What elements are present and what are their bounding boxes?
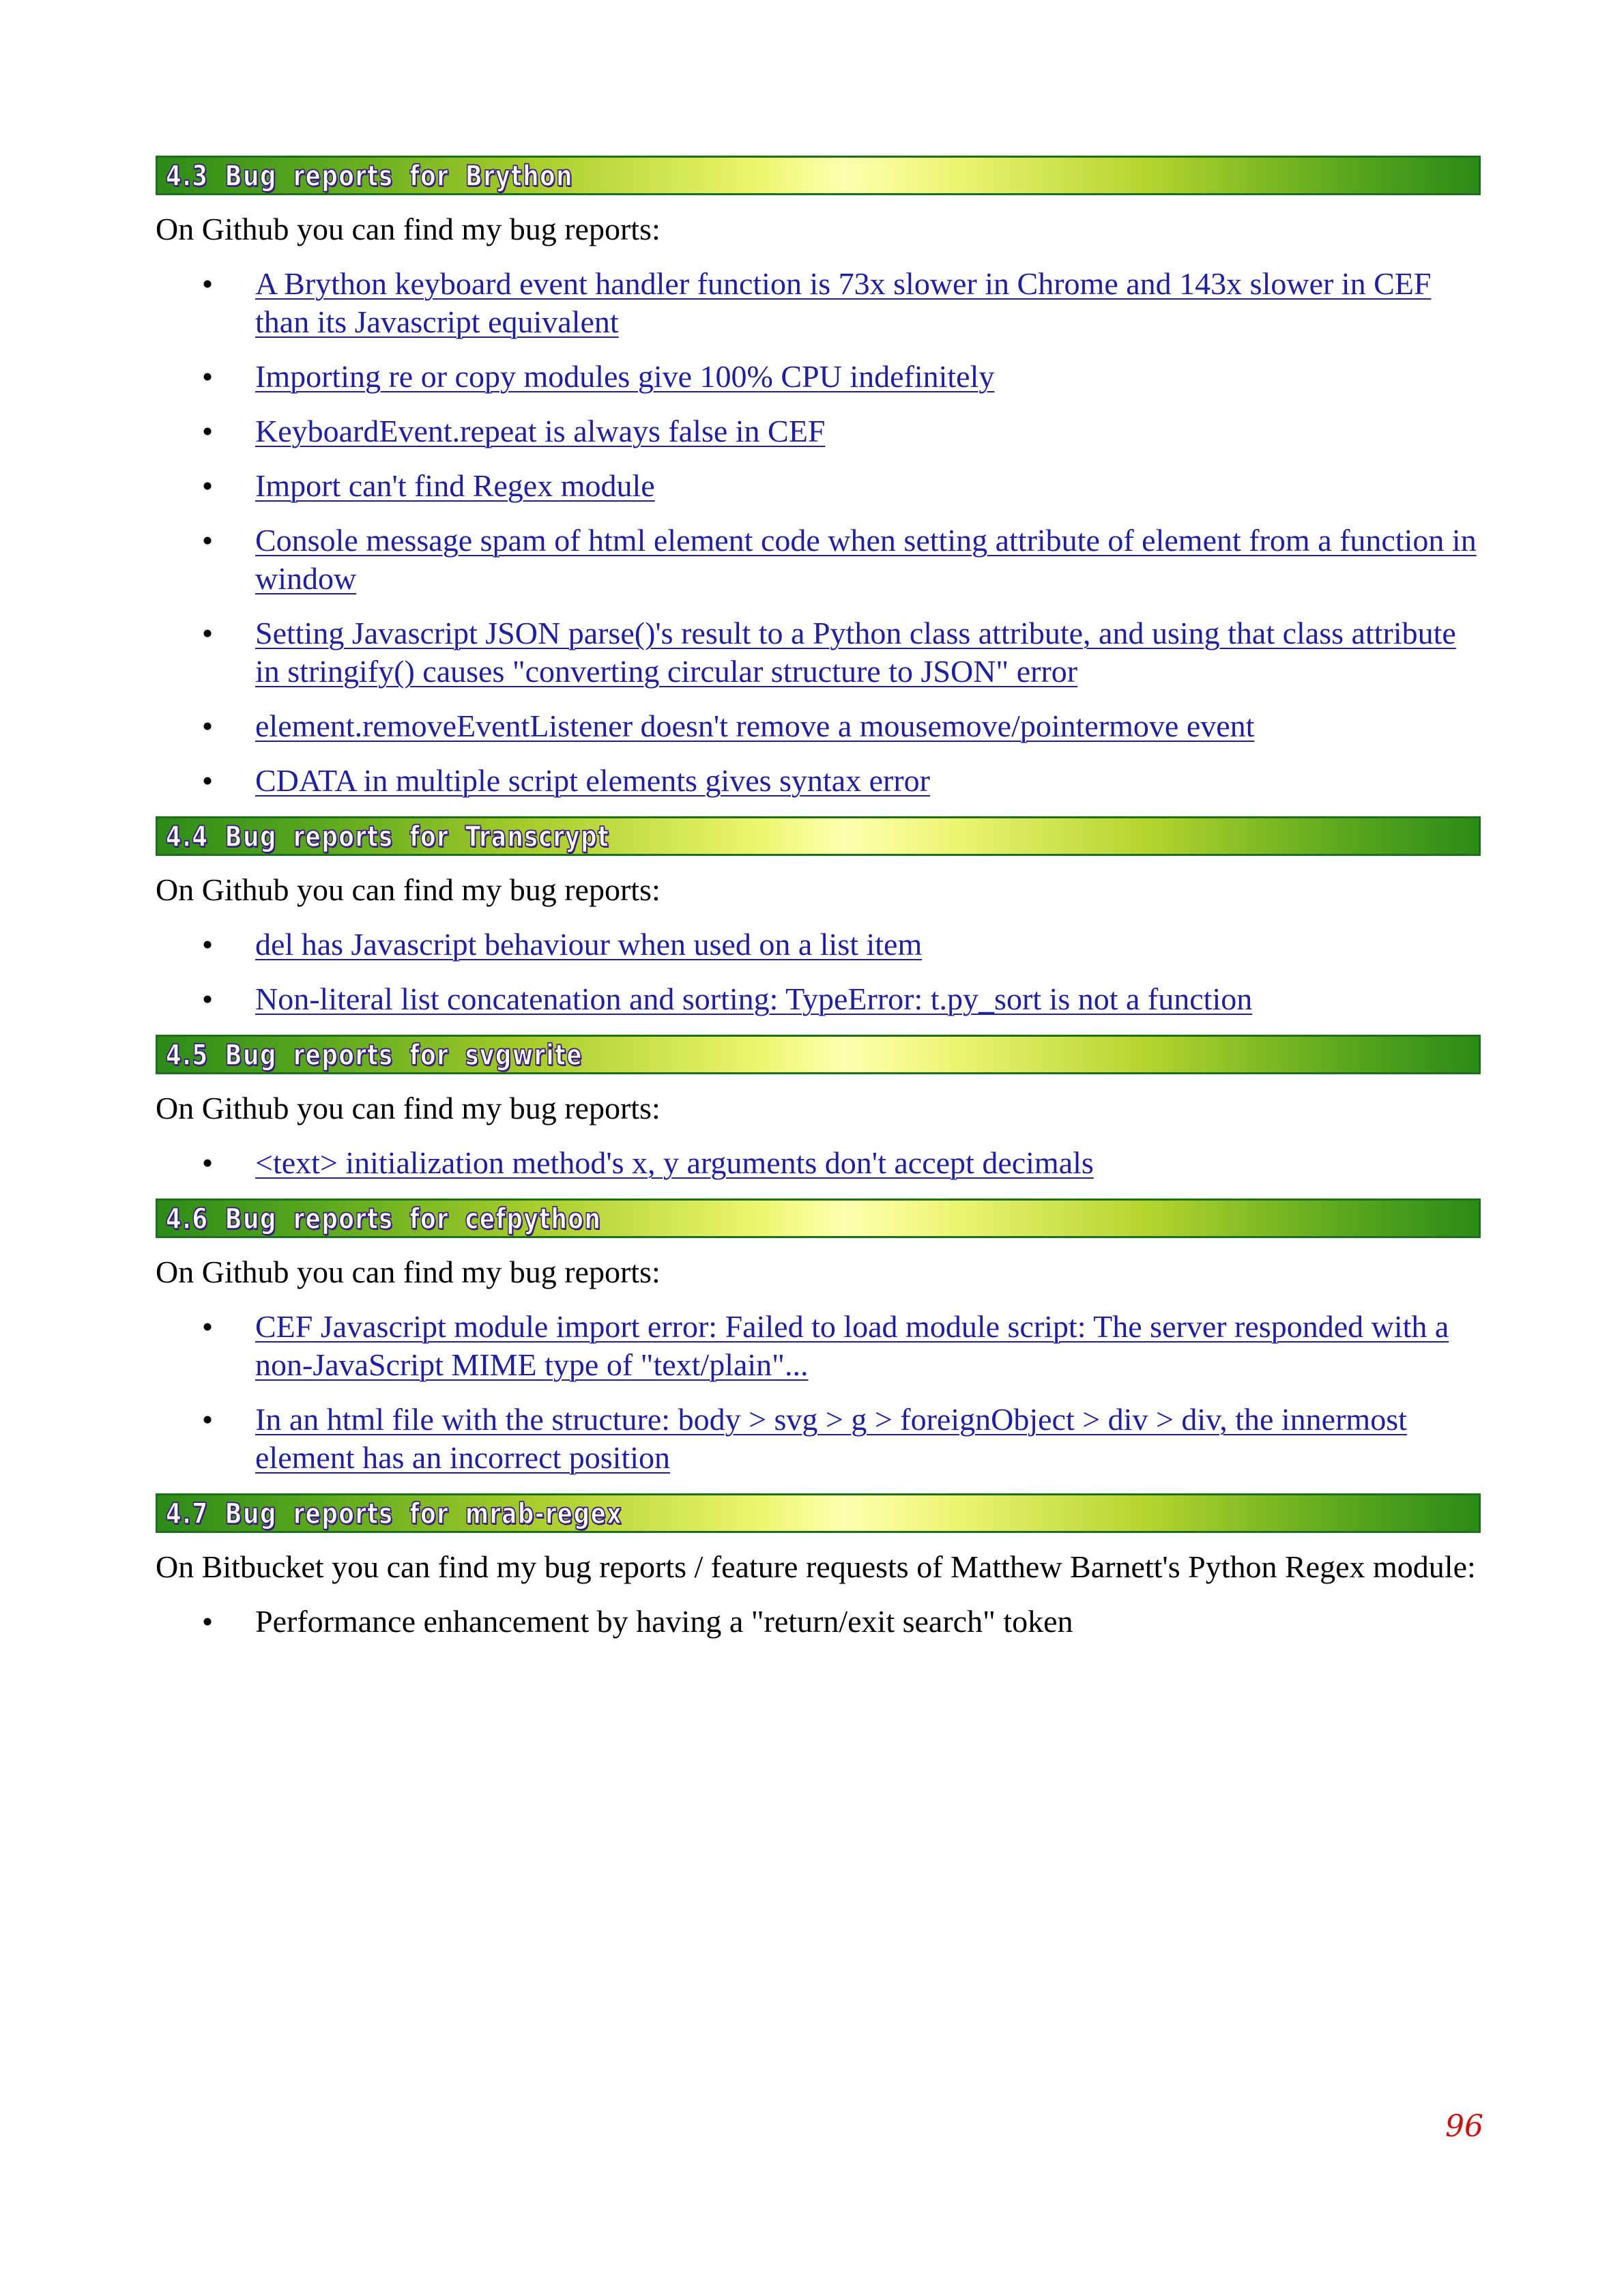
- document-page: [156, 156, 1481, 1657]
- bug-report-list: [156, 1144, 1481, 1182]
- bullet: •: [202, 927, 214, 962]
- bullet: •: [202, 708, 214, 743]
- section-cefpython: [156, 1199, 1481, 1477]
- bullet: •: [202, 981, 214, 1016]
- list-item: [156, 467, 1481, 505]
- list-item: [156, 925, 1481, 964]
- bug-report-list: [156, 265, 1481, 800]
- list-item: [156, 412, 1481, 450]
- section-heading: 4.4 Bug reports for Transcrypt: [166, 819, 610, 853]
- bug-report-link[interactable]: element.removeEventListener doesn't remove a mousemove/pointermove event: [255, 708, 1255, 743]
- section-intro: On Github you can find my bug reports:: [156, 872, 661, 907]
- section-brython: [156, 156, 1481, 800]
- section-svgwrite: [156, 1035, 1481, 1182]
- bullet: •: [202, 763, 214, 798]
- feature-request-text: Performance enhancement by having a "return/exit search" token: [255, 1604, 1073, 1639]
- bullet: •: [202, 1309, 214, 1344]
- bug-report-link[interactable]: Non-literal list concatenation and sorting: TypeError: t.py_sort is not a function: [255, 981, 1253, 1016]
- section-heading-bar: [156, 156, 1481, 195]
- section-intro: On Github you can find my bug reports:: [156, 212, 661, 246]
- bullet: •: [202, 359, 214, 394]
- bullet: •: [202, 414, 214, 448]
- section-intro: On Bitbucket you can find my bug reports / feature requests of Matthew Barnett's Python Regex module:: [156, 1549, 1476, 1584]
- bug-report-list: [156, 925, 1481, 1018]
- bug-report-link[interactable]: A Brython keyboard event handler function is 73x slower in Chrome and 143x slower in CEF than its Javascript equivalent: [255, 266, 1432, 339]
- bullet: •: [202, 468, 214, 503]
- section-heading: 4.6 Bug reports for cefpython: [166, 1201, 602, 1235]
- bug-report-link[interactable]: Importing re or copy modules give 100% CPU indefinitely: [255, 359, 995, 394]
- section-heading: 4.7 Bug reports for mrab-regex: [166, 1496, 623, 1530]
- bullet: •: [202, 266, 214, 301]
- list-item: [156, 1603, 1481, 1641]
- bug-report-link[interactable]: Setting Javascript JSON parse()'s result to a Python class attribute, and using that class attribute in stringify() causes "converting circular structure to JSON" error: [255, 616, 1456, 689]
- section-intro: On Github you can find my bug reports:: [156, 1254, 661, 1289]
- section-intro: On Github you can find my bug reports:: [156, 1091, 661, 1125]
- section-heading: 4.3 Bug reports for Brython: [166, 158, 574, 192]
- bug-report-list: [156, 1308, 1481, 1477]
- list-item: [156, 1144, 1481, 1182]
- page-number: 96: [1445, 2109, 1483, 2144]
- bug-report-link[interactable]: CEF Javascript module import error: Failed to load module script: The server responded with a non-JavaScript MIME type of "text/plain"...: [255, 1309, 1449, 1382]
- list-item: [156, 521, 1481, 598]
- feature-request-list: [156, 1603, 1481, 1641]
- list-item: [156, 707, 1481, 745]
- bullet: •: [202, 1604, 214, 1639]
- bug-report-link[interactable]: <text> initialization method's x, y arguments don't accept decimals: [255, 1145, 1094, 1180]
- bug-report-link[interactable]: CDATA in multiple script elements gives syntax error: [255, 763, 930, 798]
- list-item: [156, 1308, 1481, 1384]
- bug-report-link[interactable]: KeyboardEvent.repeat is always false in CEF: [255, 414, 826, 448]
- list-item: [156, 358, 1481, 396]
- bug-report-link[interactable]: Import can't find Regex module: [255, 468, 655, 503]
- bullet: •: [202, 616, 214, 650]
- section-mrab-regex: [156, 1493, 1481, 1641]
- list-item: [156, 762, 1481, 800]
- list-item: [156, 614, 1481, 691]
- section-heading-bar: [156, 816, 1481, 856]
- bug-report-link[interactable]: del has Javascript behaviour when used on a list item: [255, 927, 923, 962]
- section-heading: 4.5 Bug reports for svgwrite: [166, 1037, 583, 1072]
- bug-report-link[interactable]: Console message spam of html element code when setting attribute of element from a function in window: [255, 523, 1477, 596]
- bullet: •: [202, 1145, 214, 1180]
- list-item: [156, 980, 1481, 1018]
- list-item: [156, 1401, 1481, 1477]
- section-transcrypt: [156, 816, 1481, 1018]
- list-item: [156, 265, 1481, 341]
- bullet: •: [202, 523, 214, 558]
- bullet: •: [202, 1402, 214, 1437]
- section-heading-bar: [156, 1199, 1481, 1238]
- bug-report-link[interactable]: In an html file with the structure: body > svg > g > foreignObject > div > div, the innermost element has an incorrect position: [255, 1402, 1407, 1475]
- section-heading-bar: [156, 1493, 1481, 1533]
- section-heading-bar: [156, 1035, 1481, 1074]
